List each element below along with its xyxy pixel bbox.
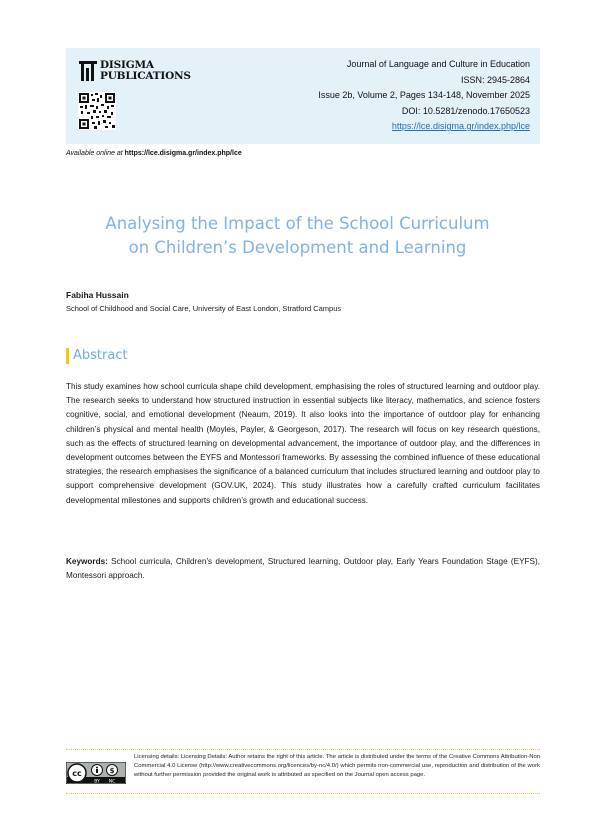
available-online xyxy=(66,150,242,157)
paper-title xyxy=(40,212,555,260)
journal-info xyxy=(318,57,530,135)
abstract-body: This study examines how school curricula shape child development, emphasising the roles of structured learning and outdoor play. The research seeks to understand how structured instruction in essential subjects like literacy, mathematics, and science fosters cognitive, social, and emotional development (Neaum, 2019). It also looks into the importance of outdoor play for enhancing children’s physical and mental health (Moyles, Payler, & Georgeson, 2017). The research will focus on key research questions, such as the effects of structured learning on developmental advancement, the importance of outdoor play, and the differences in development outcomes between the EYFS and Montessori frameworks. By assessing the combined influence of these educational strategies, the research emphasises the significance of a balanced curriculum that includes structured learning and outdoor play to support comprehensive development (GOV.UK, 2024). This study illustrates how a carefully crafted curriculum facilitates developmental milestones and supports children’s growth and educational success. xyxy=(66,382,540,505)
qr-code-icon xyxy=(78,92,116,130)
available-url: https://lce.disigma.gr/index.php/lce xyxy=(124,150,242,157)
nc-text: NC xyxy=(108,779,116,784)
journal-header xyxy=(66,48,540,144)
paper-title-line-1: Analysing the Impact of the School Curriculum xyxy=(105,214,490,233)
license-details: Licensing details: Licensing Details: Author retains the right of this article. The article is distributed under the terms of the Creative Commons Attribution-Non Commercial 4.0 License (http://www.creativecommons.org/licences/by-nc/4.0/) which permits non-commercial use, reproduction and distribution of the work without further permission provided the original work is attributed as specified on the Journal open access page. xyxy=(134,754,540,778)
publisher-logo xyxy=(78,58,198,88)
cc-text: cc xyxy=(72,769,82,778)
article-doi: DOI: 10.5281/zenodo.17650523 xyxy=(401,105,530,116)
keywords-list: School curricula, Children’s development, Structured learning, Outdoor play, Early Years Foundation Stage (EYFS), Montessori approach. xyxy=(66,557,540,581)
logo-text-publications: PUBLICATIONS xyxy=(100,70,191,82)
keywords xyxy=(66,555,540,583)
journal-issue: Issue 2b, Volume 2, Pages 134-148, November 2025 xyxy=(318,90,530,100)
by-text: BY xyxy=(94,779,100,784)
journal-name: Journal of Language and Culture in Education xyxy=(346,59,530,69)
available-prefix: Available online at xyxy=(66,150,123,157)
nc-dollar-symbol: $ xyxy=(109,767,115,775)
footer-divider-top xyxy=(66,749,540,750)
footer-divider-bottom xyxy=(66,793,540,794)
author-name: Fabiha Hussain xyxy=(66,290,129,300)
abstract-heading-text: Abstract xyxy=(73,348,128,363)
journal-issn: ISSN: 2945-2864 xyxy=(460,74,530,85)
disigma-logo-icon xyxy=(78,60,98,82)
keywords-label: Keywords: xyxy=(66,557,108,566)
journal-url-link[interactable]: https://lce.disigma.gr/index.php/lce xyxy=(391,121,530,131)
logo-text-disigma: DISIGMA xyxy=(100,59,154,71)
abstract-accent-bar xyxy=(66,348,69,364)
cc-by-nc-license-icon xyxy=(66,762,126,784)
author-affiliation: School of Childhood and Social Care, University of East London, Stratford Campus xyxy=(66,304,342,313)
paper-title-line-2: on Children’s Development and Learning xyxy=(128,238,467,257)
